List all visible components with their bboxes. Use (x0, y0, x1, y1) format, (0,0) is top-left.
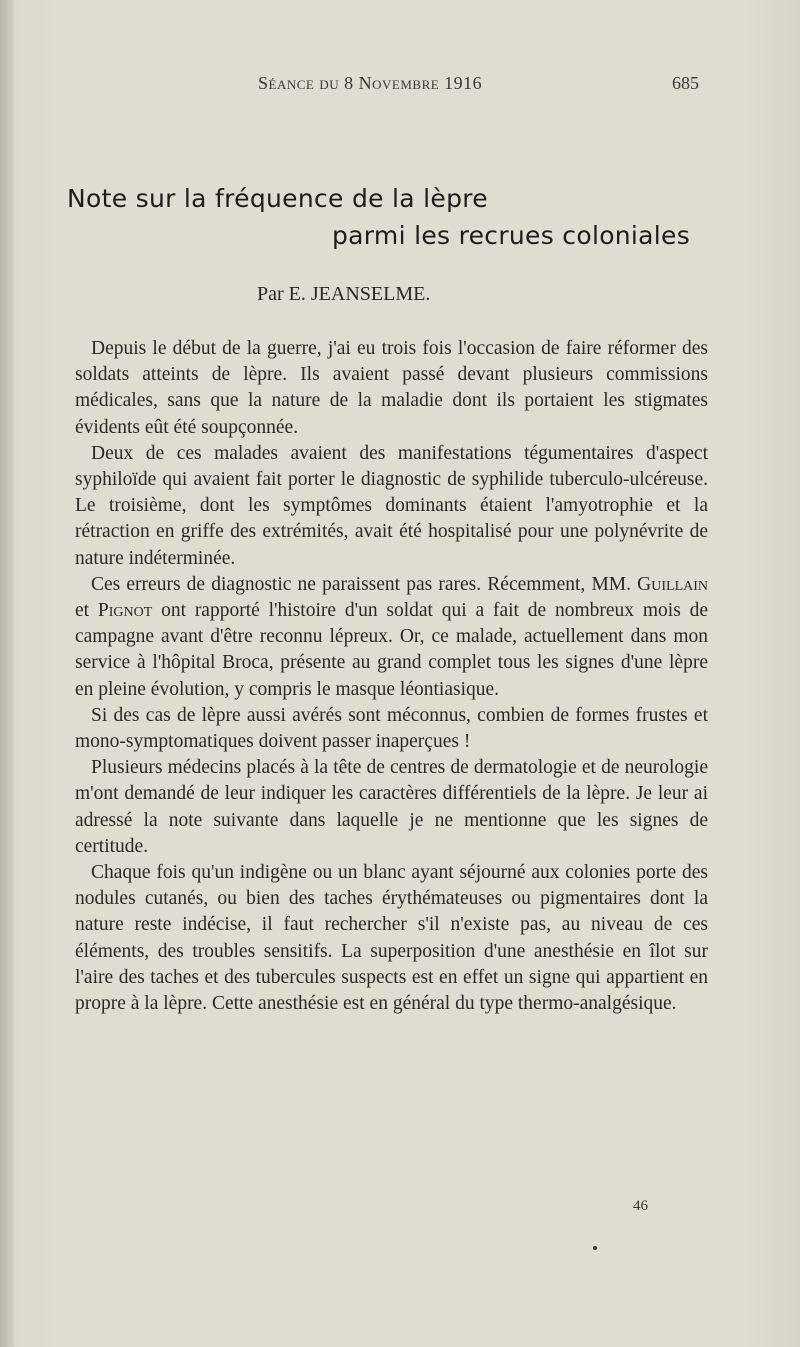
page-number: 685 (672, 73, 699, 93)
article-body (75, 336, 708, 1017)
paragraph-1: Depuis le début de la guerre, j'ai eu trois fois l'occasion de faire réformer des soldats atteints de lèpre. Ils avaient passé devant plusieurs commissions médicales, sans que la nature de la maladie dont ils portaient les stigmates évidents eût été soupçonnée. (75, 338, 708, 438)
binding-edge (0, 0, 14, 1347)
paragraph-4: Si des cas de lèpre aussi avérés sont méconnus, combien de formes frustes et mono-symptomatiques doivent passer inaperçues ! (75, 704, 708, 753)
author-name-guillain: Guillain (637, 573, 708, 595)
paragraph-3-text-b: et (75, 600, 98, 622)
article-title-line-1: Note sur la fréquence de la lèpre (67, 184, 488, 213)
article-title-line-2: parmi les recrues coloniales (332, 221, 691, 250)
paragraph-3-text-c: ont rapporté l'histoire d'un soldat qui a fait de nombreux mois de campagne avant d'être reconnu lépreux. Or, ce malade, actuellement dans mon service à l'hôpital Broca, présente au grand complet tous les signes d'une lèpre en pleine évolution, y compris le masque léontiasique. (75, 600, 708, 700)
paragraph-3 (75, 572, 708, 703)
paragraph-3-text-a: Ces erreurs de diagnostic ne paraissent pas rares. Récemment, MM. (91, 573, 638, 595)
article-author: Par E. JEANSELME. (257, 283, 431, 305)
ink-dot (593, 1246, 597, 1250)
paragraph-6: Chaque fois qu'un indigène ou un blanc ayant séjourné aux colonies porte des nodules cutanés, ou bien des taches érythémateuses ou pigmentaires dont la nature reste indécise, il faut rechercher s'il n'existe pas, au niveau de ces éléments, des troubles sensitifs. La superposition d'une anesthésie en îlot sur l'aire des taches et des tubercules suspects est en effet un signe qui appartient en propre à la lèpre. Cette anesthésie est en général du type thermo-analgésique. (75, 862, 708, 1015)
running-head-title: Séance du 8 Novembre 1916 (258, 73, 483, 93)
paragraph-2: Deux de ces malades avaient des manifestations tégumentaires d'aspect syphiloïde qui avaient fait porter le diagnostic de syphilide tuberculo-ulcéreuse. Le troisième, dont les symptômes dominants étaient l'amyotrophie et la rétraction en griffe des extrémités, avait été hospitalisé pour une polynévrite de nature indéterminée. (75, 442, 708, 569)
author-name-pignot: Pignot (97, 600, 153, 622)
running-head (0, 73, 800, 97)
paragraph-5: Plusieurs médecins placés à la tête de centres de dermatologie et de neurologie m'ont demandé de leur indiquer les caractères différentiels de la lèpre. Je leur ai adressé la note suivante dans laquelle je ne mentionne que les signes de certitude. (75, 757, 708, 857)
printer-signature-mark: 46 (633, 1198, 648, 1214)
